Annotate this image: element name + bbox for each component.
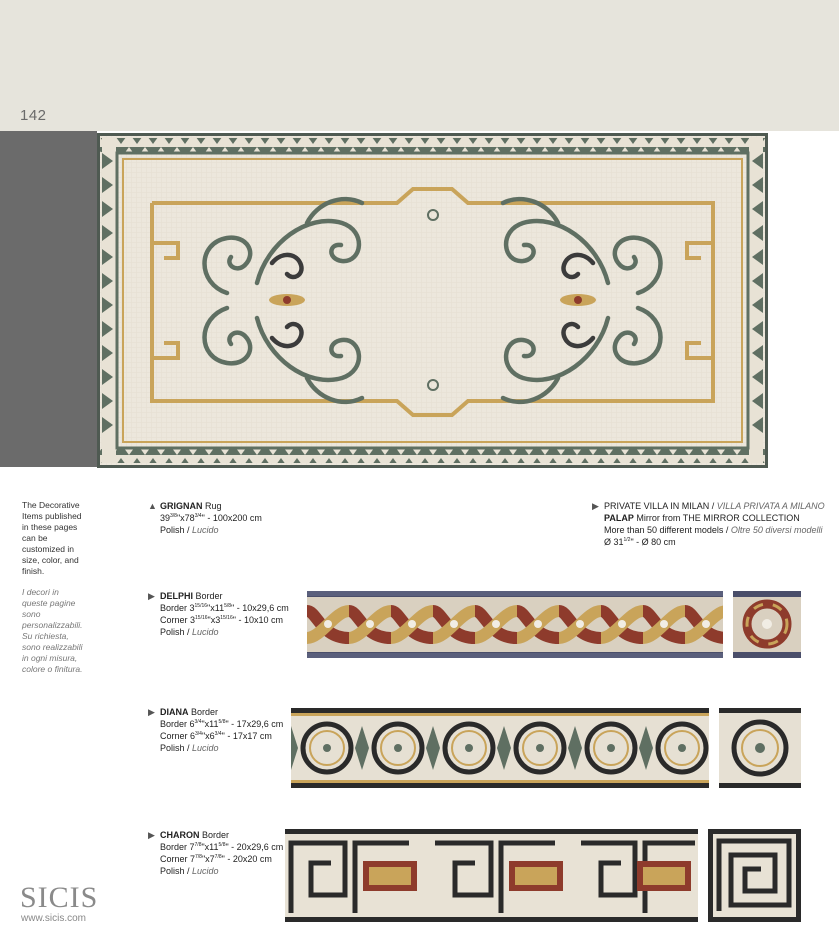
customization-note-en: The Decorative Items published in these pages can be customized in size, color, and finish. [22, 500, 82, 576]
diana-caption: ▶ DIANA Border Border $6^{3/4}"x11^{5/8}$" - 17x29,6 cm Corner $6^{3/4}"x6^{3/4}$" - 17x17 cm Polish / Lucido [148, 707, 284, 753]
charon-caption: ▶ CHARON Border Border $7^{7/8}"x11^{5/8}$" - 20x29,6 cm Corner $7^{7/8}"x7^{7/8}$" - 20x20 cm Polish / Lucido [148, 830, 284, 876]
delphi-caption: ▶ DELPHI Border Border $3^{15/16}"x11^{5/8}$" - 10x29,6 cm Corner $3^{15/16}"x3^{15/16}$" - 10x10 cm Polish / Lucido [148, 591, 289, 637]
delphi-border-image [307, 591, 801, 658]
charon-border-size: Border $7^{7/8}"x11^{5/8}$" - 20x29,6 cm [160, 842, 284, 852]
charon-corner-size: Corner $7^{7/8}"x7^{7/8}$" - 20x20 cm [160, 854, 272, 864]
palap-desc: Mirror from THE MIRROR COLLECTION [636, 513, 800, 523]
villa-caption: ▶ PRIVATE VILLA IN MILAN / VILLA PRIVATA A MILANO PALAP Mirror from THE MIRROR COLLECTION More than 50 different models / Oltre 50 diversi modelli Ø $31^{1/2}$" - Ø 80 cm [592, 501, 825, 547]
top-band [0, 0, 839, 131]
triangle-right-icon: ▶ [148, 830, 155, 840]
grignan-rug-image [97, 133, 768, 468]
triangle-right-icon: ▶ [148, 707, 155, 717]
diana-border-image [291, 708, 801, 788]
grignan-caption [148, 500, 262, 536]
grey-side-bar [0, 131, 97, 467]
charon-finish: Polish / Lucido [160, 866, 219, 876]
palap-models-it: Oltre 50 diversi modelli [730, 525, 823, 535]
palap-name: PALAP [604, 513, 634, 523]
diana-finish: Polish / Lucido [160, 743, 219, 753]
triangle-up-icon: ▲ [148, 501, 157, 511]
customization-note [22, 500, 86, 685]
palap-diameter: Ø $31^{1/2}$" - Ø 80 cm [604, 537, 676, 547]
diana-name: DIANA [160, 707, 189, 717]
delphi-corner-size: Corner $3^{15/16}"x3^{15/16}$" - 10x10 cm [160, 615, 283, 625]
triangle-right-icon: ▶ [592, 501, 599, 511]
delphi-border-size: Border $3^{15/16}"x11^{5/8}$" - 10x29,6 cm [160, 603, 289, 613]
grignan-size: $39^{3/8}"x78^{3/4}$" - 100x200 cm [160, 513, 262, 523]
grignan-finish: Polish / Lucido [160, 525, 219, 535]
sicis-logo: SICIS [20, 881, 99, 914]
grignan-name: GRIGNAN [160, 501, 203, 511]
delphi-finish: Polish / Lucido [160, 627, 219, 637]
grignan-type: Rug [205, 501, 222, 511]
diana-corner-size: Corner $6^{3/4}"x6^{3/4}$" - 17x17 cm [160, 731, 272, 741]
villa-place: PRIVATE VILLA IN MILAN [604, 501, 710, 511]
page-number: 142 [20, 107, 47, 124]
charon-border-image [285, 829, 801, 922]
customization-note-it: I decori in queste pagine sono personalizzabili. Su richiesta, sono realizzabili in ogni misura, colore o finitura. [22, 587, 83, 674]
website-url[interactable]: www.sicis.com [21, 913, 87, 924]
diana-border-size: Border $6^{3/4}"x11^{5/8}$" - 17x29,6 cm [160, 719, 284, 729]
triangle-right-icon: ▶ [148, 591, 155, 601]
charon-name: CHARON [160, 830, 200, 840]
palap-models: More than 50 different models [604, 525, 724, 535]
delphi-name: DELPHI [160, 591, 194, 601]
villa-place-it: VILLA PRIVATA A MILANO [716, 501, 825, 511]
